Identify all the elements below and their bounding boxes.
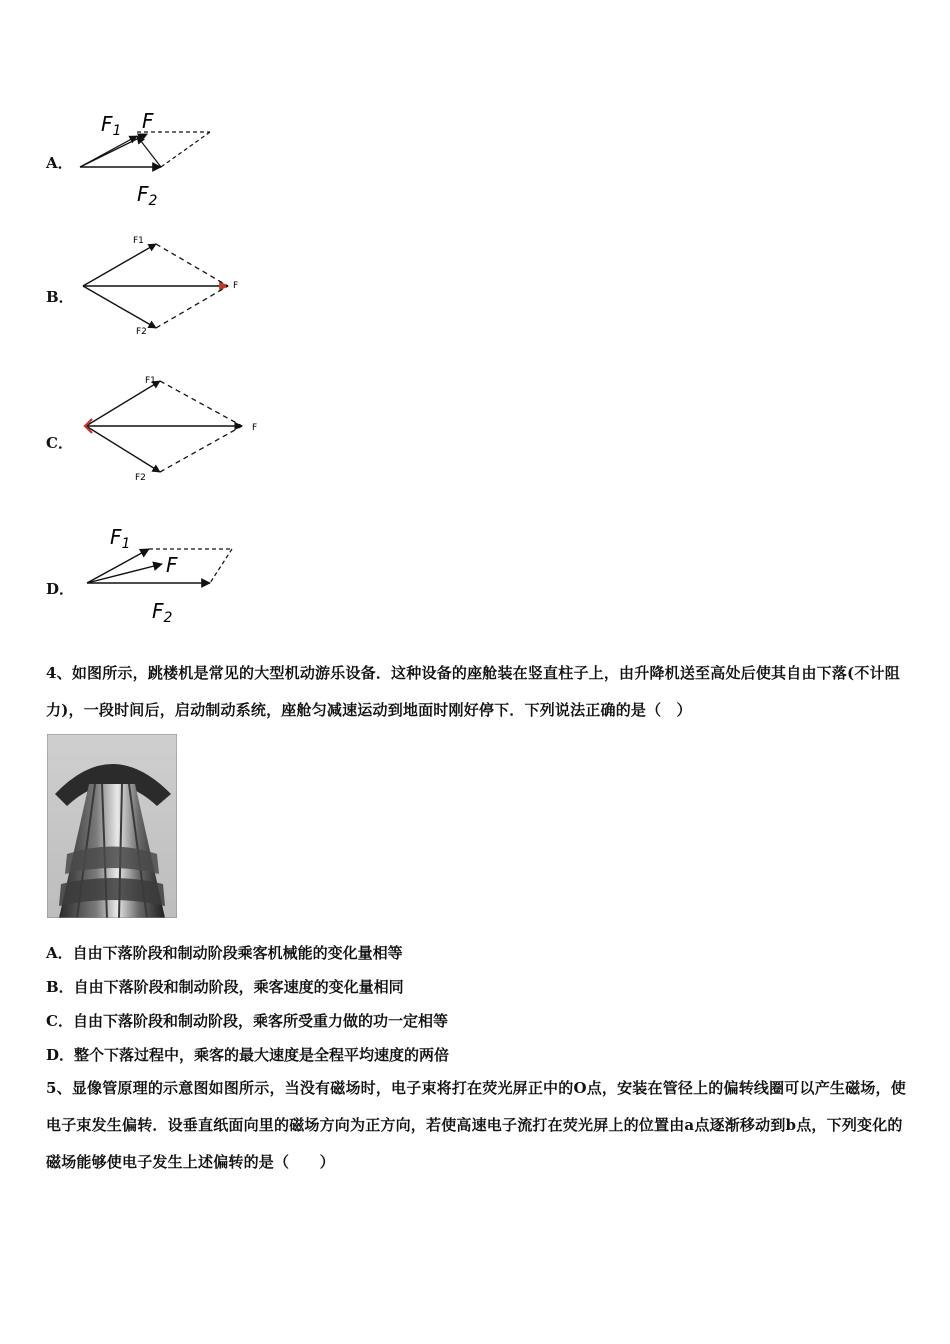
q4-option-b[interactable]: B．自由下落阶段和制动阶段，乘客速度的变化量相同	[46, 978, 404, 996]
f1-vector	[87, 549, 149, 583]
option-d-label[interactable]: D．	[46, 580, 75, 598]
f-vector	[87, 564, 162, 583]
option-a-diagram[interactable]	[75, 108, 220, 213]
f2-side	[137, 136, 161, 167]
drop-tower-photo	[47, 734, 177, 918]
dash-bottom	[160, 426, 242, 472]
f1-label: F1	[133, 236, 144, 246]
f2-label: F2	[136, 327, 147, 337]
q4-option-a[interactable]: A．自由下落阶段和制动阶段乘客机械能的变化量相等	[46, 944, 403, 962]
f-label: F	[252, 423, 258, 433]
f2-label: F2	[135, 473, 146, 483]
f2-label: $F_2$	[137, 182, 158, 209]
f-vector	[80, 136, 137, 167]
dash-top	[156, 244, 228, 286]
f-label: F	[142, 109, 154, 133]
f2-label: $F_2$	[152, 599, 173, 626]
dash-bottom	[156, 286, 228, 328]
f2-vector	[83, 286, 156, 328]
dash-top	[160, 381, 242, 426]
option-b-diagram[interactable]	[78, 232, 248, 337]
dash-right	[210, 549, 232, 583]
q4-option-c[interactable]: C．自由下落阶段和制动阶段，乘客所受重力做的功一定相等	[46, 1012, 448, 1030]
option-d-diagram[interactable]	[82, 522, 242, 632]
f1-vector	[83, 244, 156, 286]
q4-option-d[interactable]: D．整个下落过程中，乘客的最大速度是全程平均速度的两倍	[46, 1046, 450, 1064]
f1-label: $F_1$	[110, 525, 131, 552]
f1-vector	[86, 381, 160, 426]
f1-label: F1	[145, 376, 156, 386]
dash-right	[161, 132, 210, 167]
q4-stem: 4、如图所示，跳楼机是常见的大型机动游乐设备．这种设备的座舱装在竖直柱子上，由升降机送至高处后使其自由下落(不计阻力)，一段时间后，启动制动系统，座舱匀减速运动到地面时刚好停下．下列说法正确的是（ ）	[46, 664, 900, 719]
f1-label: $F_1$	[101, 112, 122, 139]
option-a-label[interactable]: A．	[46, 154, 73, 172]
option-c-diagram[interactable]	[80, 372, 265, 484]
f2-vector	[86, 426, 160, 472]
option-c-label[interactable]: C．	[46, 434, 73, 452]
q5-stem: 5、显像管原理的示意图如图所示，当没有磁场时，电子束将打在荧光屏正中的O点，安装在管径上的偏转线圈可以产生磁场，使电子束发生偏转．设垂直纸面向里的磁场方向为正方向，若使高速电子流打在荧光屏上的位置由a点逐渐移动到b点，下列变化的磁场能够使电子发生上述偏转的是（ ）	[46, 1079, 906, 1171]
option-b-label[interactable]: B．	[46, 288, 74, 306]
f-label: F	[166, 553, 178, 577]
f-label: F	[233, 281, 239, 291]
